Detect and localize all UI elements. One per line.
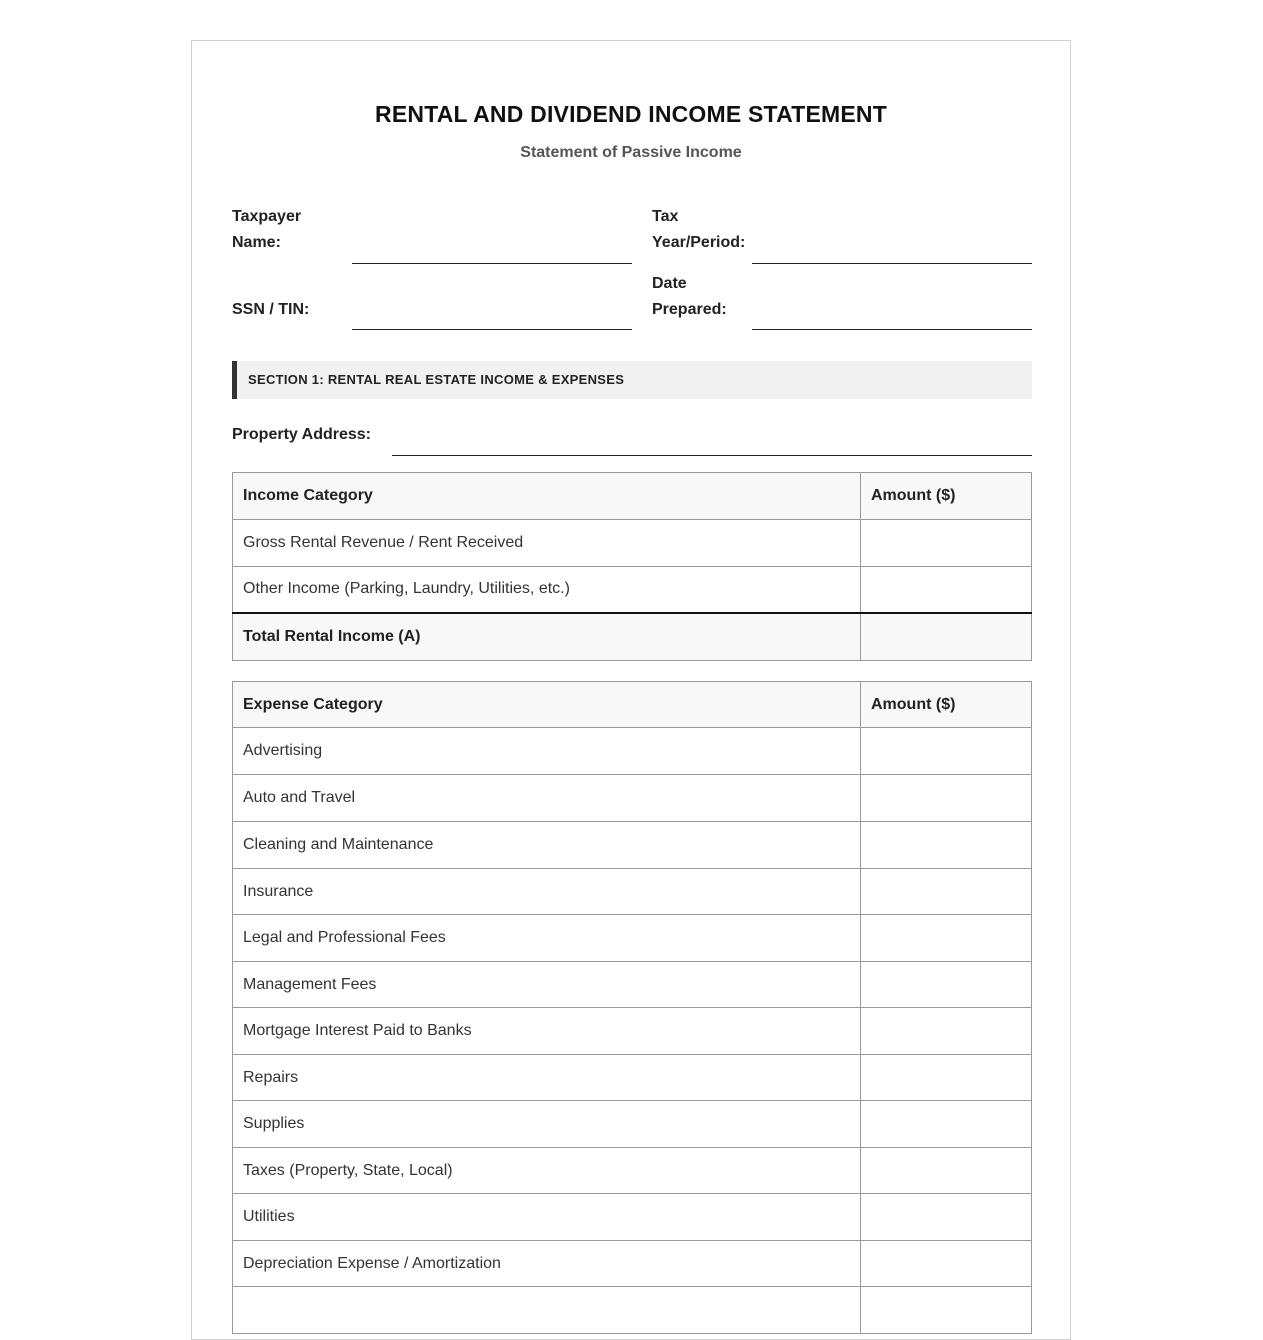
ssn-tin-field[interactable]: [352, 329, 632, 330]
ssn-tin-label: SSN / TIN:: [232, 301, 310, 318]
expense-amount-cell[interactable]: [861, 962, 1032, 1008]
expense-amount-cell[interactable]: [861, 1008, 1032, 1055]
table-row: [233, 520, 1032, 567]
table-row: [233, 775, 1032, 822]
total-rental-income-label: Total Rental Income (A): [233, 613, 861, 661]
income-amount-cell[interactable]: [861, 567, 1032, 613]
income-category-header: Income Category: [233, 473, 861, 520]
expense-amount-cell[interactable]: [861, 869, 1032, 915]
date-prepared-field[interactable]: [752, 329, 1032, 330]
expense-row-label: Advertising: [233, 728, 861, 775]
property-address-field[interactable]: [392, 455, 1032, 456]
table-row: [233, 1241, 1032, 1287]
table-row: [233, 915, 1032, 962]
income-amount-header: Amount ($): [861, 473, 1032, 520]
table-row: [233, 1008, 1032, 1055]
section-1-title: SECTION 1: RENTAL REAL ESTATE INCOME & EXPENSES: [248, 372, 625, 387]
expense-row-label: Auto and Travel: [233, 775, 861, 822]
income-amount-cell[interactable]: [861, 520, 1032, 567]
table-row: [233, 869, 1032, 915]
expense-row-label: Insurance: [233, 869, 861, 915]
total-rental-income-amount[interactable]: [861, 613, 1032, 661]
document-subtitle: Statement of Passive Income: [520, 144, 742, 161]
expense-row-label: Supplies: [233, 1101, 861, 1148]
expense-amount-cell[interactable]: [861, 775, 1032, 822]
table-row: [233, 962, 1032, 1008]
table-row: [233, 1287, 1032, 1334]
total-row: [233, 613, 1032, 661]
expense-amount-cell[interactable]: [861, 1148, 1032, 1194]
expense-row-label: Cleaning and Maintenance: [233, 822, 861, 869]
expense-amount-cell[interactable]: [861, 915, 1032, 962]
expense-row-label: [233, 1287, 861, 1334]
expense-row-label: Repairs: [233, 1055, 861, 1101]
expense-amount-cell[interactable]: [861, 728, 1032, 775]
property-address-label: Property Address:: [232, 426, 371, 443]
expense-table-header-row: [233, 682, 1032, 728]
table-row: [233, 1194, 1032, 1241]
expense-row-label: Legal and Professional Fees: [233, 915, 861, 962]
expense-table: [232, 681, 1032, 1334]
expense-category-header: Expense Category: [233, 682, 861, 728]
expense-amount-cell[interactable]: [861, 822, 1032, 869]
expense-amount-cell[interactable]: [861, 1241, 1032, 1287]
document-title: RENTAL AND DIVIDEND INCOME STATEMENT: [375, 101, 887, 127]
tax-year-period-label: Tax Year/Period:: [652, 208, 746, 251]
expense-row-label: Mortgage Interest Paid to Banks: [233, 1008, 861, 1055]
statement-page: [191, 40, 1071, 1340]
expense-row-label: Utilities: [233, 1194, 861, 1241]
expense-amount-cell[interactable]: [861, 1101, 1032, 1148]
table-row: [233, 1148, 1032, 1194]
income-row-label: Gross Rental Revenue / Rent Received: [233, 520, 861, 567]
table-row: [233, 567, 1032, 613]
tax-year-period-field[interactable]: [752, 263, 1032, 264]
table-row: [233, 1055, 1032, 1101]
expense-amount-cell[interactable]: [861, 1287, 1032, 1334]
table-row: [233, 728, 1032, 775]
income-table-header-row: [233, 473, 1032, 520]
table-row: [233, 822, 1032, 869]
expense-row-label: Taxes (Property, State, Local): [233, 1148, 861, 1194]
section-1-header: [232, 361, 1032, 399]
expense-amount-cell[interactable]: [861, 1194, 1032, 1241]
date-prepared-label: Date Prepared:: [652, 275, 727, 318]
expense-amount-header: Amount ($): [861, 682, 1032, 728]
taxpayer-name-field[interactable]: [352, 263, 632, 264]
income-table: [232, 472, 1032, 661]
taxpayer-name-label: Taxpayer Name:: [232, 208, 302, 251]
expense-amount-cell[interactable]: [861, 1055, 1032, 1101]
table-row: [233, 1101, 1032, 1148]
expense-row-label: Depreciation Expense / Amortization: [233, 1241, 861, 1287]
expense-row-label: Management Fees: [233, 962, 861, 1008]
income-row-label: Other Income (Parking, Laundry, Utilities, etc.): [233, 567, 861, 613]
